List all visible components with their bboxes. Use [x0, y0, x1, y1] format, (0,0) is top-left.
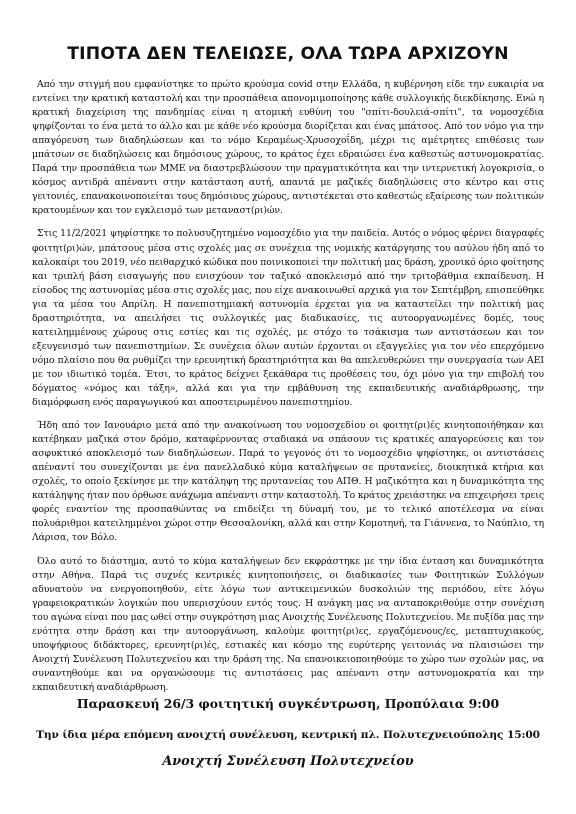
signature: Ανοιχτή Συνέλευση Πολυτεχνείου — [162, 754, 414, 769]
assembly-announcement: Την ίδια μέρα επόμενη ανοιχτή συνέλευση, κεντρική πλ. Πολυτεχνειούπολης 15:00 — [36, 729, 540, 741]
paragraph: Όλο αυτό το διάστημα, αυτό το κύμα καταλήψεων δεν εκφράστηκε με την ίδια ένταση και δυναμικότητα στην Αθήνα. Παρά τις συχνές κεντρικές κινητοποιήσεις, οι διαδικασίες των Φοιτητικών Συλλόγων αδυνατούν να ενεργοποιηθούν, είτε λόγω των αντικειμενικών δυσκολιών της περιόδου, είτε λόγω γραφειοκρατικών λογικών που υπερισχύουν εντός τους. Η ανάγκη μας να ανταποκριθούμε στην συνέχιση του αγώνα είναι που μας ωθεί στην συγκρότηση μιας Ανοιχτής Συνέλευσης Πολυτεχνείου. Με πυξίδα μας την ενότητα στην δράση και την αυτοοργάνωση, καλούμε φοιτητ(ρι)ες, εργαζόμενους/ες, μεταπτυχιακούς, υποψήφιους διδάκτορες, ερευνητ(ρι)ές, εστιακές και κόσμο της ευρύτερης γειτονιάς να πλαισιώσει την Ανοιχτή Συνέλευση Πολυτεχνείου και την δράση της. Να επανοικειοποιηθούμε το χώρο των σχολών μας, να συναντηθούμε και να οργανώσουμε τις αντιστάσεις μας απέναντι στην αστυνομοκρατία και την εκπαιδευτική αναδιάρθρωση. — [32, 555, 544, 693]
document-body — [32, 78, 544, 695]
paragraph: Από την στιγμή που εμφανίστηκε το πρώτο κρούσμα covid στην Ελλάδα, η κυβέρνηση είδε την ευκαιρία να εντείνει την κρατική καταστολή και την προσπάθεια απονομιμοποίησης κάθε συλλογικής διεκδίκησης. Ενώ η κρατική διαχείριση της πανδημίας είναι η ατομική ευθύνη του "σπίτι-δουλειά-σπίτι", τα νομοσχέδια ψηφίζονται το ένα μετά το άλλο και με κάθε νέο κρούσμα διορίζεται και ένας μπάτσος. Από τον νόμο για την απαγόρευση των διαδηλώσεων και το νόμο Κεραμέως-Χρυσοχοΐδη, μέχρι τις αμέτρητες επιθέσεις των μπάτσων σε διαδηλώσεις και δημόσιους χώρους, το κράτος έχει εδραιώσει ένα καθεστώς αστυνομοκρατίας. Παρά την προσπάθεια των ΜΜΕ να διαστρεβλώσουν την πραγματικότητα και την ιντερνετική λογοκρισία, ο κόσμος αντιδρά απέναντι στην κατάσταση αυτή, απαντά με μαζικές διαδηλώσεις στο κέντρο και στις γειτονιές, επανακοινοποιείται τους δημόσιους χώρους, αντιστέκεται στο καθεστώς εξαίρεσης των πολιτικών κρατουμένων και τον εγκλεισμό των μεταναστ(ρι)ών. — [32, 79, 544, 217]
paragraph: Ήδη από τον Ιανουάριο μετά από την ανακοίνωση του νομοσχεδίου οι φοιτητ(ρι)ές κινητοποιήθηκαν και κατέβηκαν μαζικά στον δρόμο, καταφέρνοντας σταδιακά να σπάσουν τις κρατικές απαγορεύσεις και τον ασφυκτικό αποκλεισμό των διαδηλώσεων. Παρά το γεγονός ότι το νομοσχέδιο ψηφίστηκε, οι αντιστάσεις απέναντί του συνεχίζονται με ένα πανελλαδικό κύμα καταλήψεων σε πρυτανείες, διοικητικά κτήρια και σχολές, το οποίο ξεκίνησε με την κατάληψη της πρυτανείας του ΑΠΘ. Η μαζικότητα και η δυναμικότητα της κατάληψης ήταν που όρθωσε ανάχωμα απέναντι στην καταστολή. Το κράτος χρειάστηκε να επιχειρήσει τρεις φορές εναντίον της προσπαθώντας να επιδείξει τη δύναμή του, με το τελικό αποτέλεσμα να είναι πολυάριθμοι κατειλημμένοι χώροι στην Θεσσαλονίκη, αλλά και στην Κομοτηνή, τα Γιάννενα, το Ναύπλιο, τη Λάρισα, τον Βόλο. — [32, 420, 544, 544]
paragraph: Στις 11/2/2021 ψηφίστηκε το πολυσυζητημένο νομοσχέδιο για την παιδεία. Αυτός ο νόμος φέρνει διαγραφές φοιτητ(ρι)ών, μπάτσους μέσα στις σχολές μας σε συνέχεια της νομικής κατάργησης του ασύλου ήδη από το καλοκαίρι του 2019, νέο πειθαρχικό κώδικα που ποινικοποιεί την πολιτική μας δράση, χρονικό όριο φοίτησης και τριπλή βάση εισαγωγής που ενισχύουν τον ταξικό αποκλεισμό από την τριτοβάθμια εκπαίδευση. Η είσοδος της αστυνομίας μέσα στις σχολές μας, που είχε ανακοινωθεί αρχικά για τον Σεπτέμβρη, επισπεύθηκε για τα μέσα του Απρίλη. Η πανεπιστημιακή αστυνομία έρχεται για να καταστείλει την πολιτική μας δραστηριότητα, να απειλήσει τις συλλογικές μας διαδικασίες, τις αυτοοργανωμένες δομές, τους κατειλημμένους χώρους στις εστίες και τις σχολές, με στόχο το τσάκισμα των αντιστάσεων και τον εξευγενισμό των πανεπιστημίων. Σε συνέχεια όλων αυτών έρχονται οι εξαγγελίες για τον νέο επερχόμενο νόμο πλαίσιο που θα ρυθμίζει την ερευνητική δραστηριότητα και θα απελευθερώνει την συνεργασία των ΑΕΙ με τον ιδιωτικό τομέα. Έτσι, το κράτος δείχνει ξεκάθαρα τις προθέσεις του, όχι μόνο για την επιβολή του δόγματος «νόμος και τάξη», αλλά και για την εμβάθυνση της εκπαιδευτικής αναδιάρθρωσης, την διαμόρφωση ενός παραγωγικού και αποστειρωμένου πανεπιστημίου. — [32, 228, 544, 409]
document-title: ΤΙΠΟΤΑ ΔΕΝ ΤΕΛΕΙΩΣΕ, ΟΛΑ ΤΩΡΑ ΑΡΧΙΖΟΥΝ — [67, 44, 509, 64]
event-announcement: Παρασκευή 26/3 φοιτητική συγκέντρωση, Προπύλαια 9:00 — [76, 696, 500, 711]
